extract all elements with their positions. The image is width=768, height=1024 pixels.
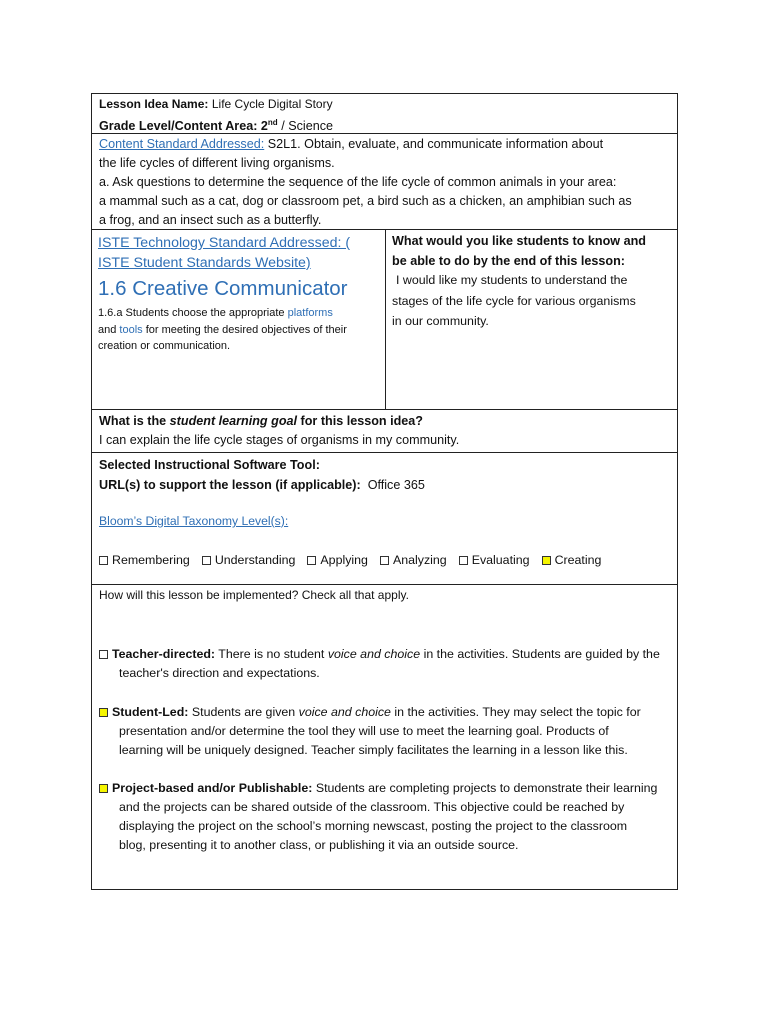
learning-goal-q-prefix: What is the xyxy=(99,414,167,428)
learning-goal-q-suffix: for this lesson idea? xyxy=(300,414,423,428)
blooms-option-understanding[interactable] xyxy=(202,553,296,567)
blooms-checkbox-creating[interactable] xyxy=(542,556,551,565)
project-based-checkbox[interactable] xyxy=(99,784,108,793)
learning-goal-answer: I can explain the life cycle stages of organisms in my community. xyxy=(99,433,460,447)
content-standard-line3: a. Ask questions to determine the sequence of the life cycle of common animals in your area: xyxy=(99,175,617,189)
iste-cell xyxy=(92,230,386,409)
url-value: Office 365 xyxy=(367,478,425,492)
content-standard-row xyxy=(92,134,677,230)
software-row xyxy=(92,453,677,585)
student-led-checkbox[interactable] xyxy=(99,708,108,717)
lesson-idea-row xyxy=(92,94,677,134)
iste-website-link[interactable]: ISTE Student Standards Website) xyxy=(98,255,311,271)
blooms-option-creating[interactable] xyxy=(542,553,602,567)
blooms-label-creating: Creating xyxy=(554,553,602,567)
content-standard-link[interactable]: Content Standard Addressed: xyxy=(99,137,265,151)
implementation-question: How will this lesson be implemented? Check all that apply. xyxy=(99,588,409,602)
blooms-link[interactable]: Bloom’s Digital Taxonomy Level(s): xyxy=(99,514,289,528)
blooms-option-evaluating[interactable] xyxy=(459,553,530,567)
project-based-label: Project-based and/or Publishable: xyxy=(112,781,313,795)
project-based-text-a: Students are completing projects to demonstrate their learning xyxy=(315,781,658,795)
know-do-answer-line1: I would like my students to understand the xyxy=(396,273,628,287)
learning-goal-q-italic: student learning goal xyxy=(169,414,298,428)
project-based-item xyxy=(99,779,671,855)
lesson-plan-table xyxy=(91,93,678,890)
content-standard-line5: a frog, and an insect such as a butterfly. xyxy=(99,213,322,227)
grade-suffix: nd xyxy=(267,118,278,127)
content-standard-line1: S2L1. Obtain, evaluate, and communicate information about xyxy=(267,137,604,151)
url-label: URL(s) to support the lesson (if applicable): xyxy=(99,478,361,492)
iste-desc-line2: for meeting the desired objectives of their xyxy=(145,323,347,336)
blooms-checkbox-applying[interactable] xyxy=(307,556,316,565)
know-do-question-line1: What would you like students to know and xyxy=(392,234,646,248)
content-standard-line4: a mammal such as a cat, dog or classroom pet, a bird such as a chicken, an amphibian such as xyxy=(99,194,632,208)
content-standard-line2: the life cycles of different living organisms. xyxy=(99,156,335,170)
iste-desc-line3: creation or communication. xyxy=(98,340,231,352)
iste-standard-title: 1.6 Creative Communicator xyxy=(98,277,348,300)
blooms-label-analyzing: Analyzing xyxy=(392,553,447,567)
blooms-checkbox-remembering[interactable] xyxy=(99,556,108,565)
blooms-option-applying[interactable] xyxy=(307,553,368,567)
student-led-label: Student-Led: xyxy=(112,705,189,719)
iste-desc-line1: 1.6.a Students choose the appropriate xyxy=(98,307,285,319)
student-led-item xyxy=(99,703,671,760)
blooms-label-understanding: Understanding xyxy=(214,553,296,567)
project-based-line2: and the projects can be shared outside of the classroom. This objective could be reached by xyxy=(119,800,625,814)
iste-row xyxy=(92,230,677,410)
grade-label: Grade Level/Content Area: xyxy=(99,119,258,134)
iste-platforms: platforms xyxy=(287,307,333,319)
grade-number: 2 xyxy=(260,119,268,134)
teacher-directed-label: Teacher-directed: xyxy=(112,647,216,661)
know-do-cell xyxy=(386,230,678,409)
blooms-label-remembering: Remembering xyxy=(112,553,190,567)
student-led-italic: voice and choice xyxy=(298,705,391,719)
student-led-line3: learning will be uniquely designed. Teacher simply facilitates the learning in a lesson like this. xyxy=(119,743,628,757)
blooms-checkbox-evaluating[interactable] xyxy=(459,556,468,565)
know-do-answer-line3: in our community. xyxy=(392,314,489,328)
teacher-directed-text-b: in the activities. Students are guided by the xyxy=(423,647,660,661)
blooms-option-remembering[interactable] xyxy=(99,553,190,567)
blooms-levels xyxy=(99,551,674,569)
teacher-directed-line2: teacher's direction and expectations. xyxy=(119,666,320,680)
blooms-checkbox-understanding[interactable] xyxy=(202,556,211,565)
iste-tools: tools xyxy=(119,323,143,336)
teacher-directed-item xyxy=(99,645,671,683)
teacher-directed-italic: voice and choice xyxy=(327,647,421,661)
project-based-line3: displaying the project on the school’s morning newscast, posting the project to the classroom xyxy=(119,819,628,833)
blooms-option-analyzing[interactable] xyxy=(380,553,447,567)
student-led-line2: presentation and/or determine the tool they will use to meet the learning goal. Products of xyxy=(119,724,609,738)
learning-goal-row xyxy=(92,410,677,453)
know-do-question-line2: be able to do by the end of this lesson: xyxy=(392,254,626,268)
project-based-line4: blog, presenting it to another class, or publishing it via an outside source. xyxy=(119,838,519,852)
blooms-checkbox-analyzing[interactable] xyxy=(380,556,389,565)
teacher-directed-checkbox[interactable] xyxy=(99,650,108,659)
know-do-answer-line2: stages of the life cycle for various organisms xyxy=(392,293,636,308)
teacher-directed-text-a: There is no student xyxy=(218,647,325,661)
software-tool-label: Selected Instructional Software Tool: xyxy=(99,458,320,472)
grade-subject: / Science xyxy=(281,119,334,134)
blooms-label-evaluating: Evaluating xyxy=(471,553,530,567)
student-led-text-b: in the activities. They may select the topic for xyxy=(394,705,641,719)
iste-desc-and: and xyxy=(98,323,117,336)
lesson-name-value: Life Cycle Digital Story xyxy=(211,97,333,111)
lesson-name-label: Lesson Idea Name: xyxy=(99,97,209,111)
implementation-row xyxy=(92,585,677,891)
iste-heading-link[interactable]: ISTE Technology Standard Addressed: ( xyxy=(98,235,351,251)
student-led-text-a: Students are given xyxy=(191,705,296,719)
blooms-label-applying: Applying xyxy=(320,553,368,567)
